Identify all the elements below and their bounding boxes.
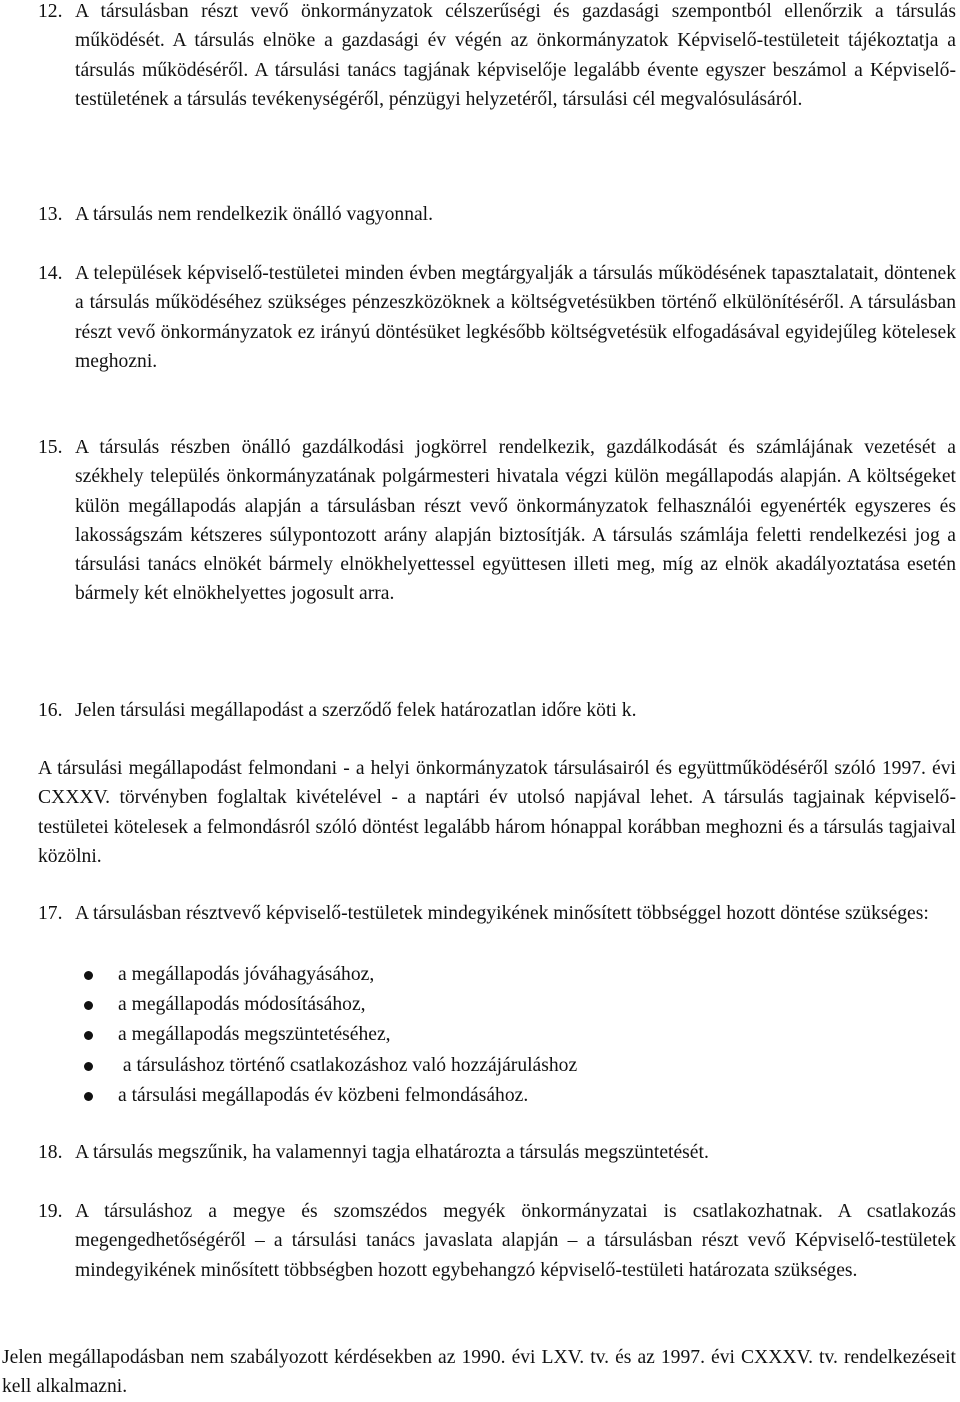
bullet-icon (84, 971, 93, 980)
clause-14 (38, 259, 956, 376)
clause-number: 12. (38, 1, 63, 22)
list-item-text: a megállapodás jóváhagyásához, (118, 964, 375, 985)
clause-number: 16. (38, 700, 63, 721)
list-item-text: a társulási megállapodás év közbeni felmondásához. (118, 1084, 529, 1106)
bullet-icon (84, 1031, 93, 1040)
clause-number: 17. (38, 903, 63, 924)
bullet-icon (84, 1092, 93, 1101)
clause-text: A társulásban résztvevő képviselő-testületek mindegyikének minősített többséggel hozott döntése szükséges: (75, 903, 929, 924)
clause-15 (38, 433, 956, 609)
clause-number: 15. (38, 437, 63, 458)
clause-text: A társulásban részt vevő önkormányzatok célszerűségi és gazdasági szempontból ellenőrzik a társulás működését. A társulás elnöke a gazdasági év végén az önkormányzatok Képviselő-testületeit tájékoztatja a társulás működéséről. A társulási tanács tagjának képviselője legalább évente egyszer beszámol a Képviselő-testületének a társulás tevékenységéről, pénzügyi helyzetéről, társulási cél megvalósulásáról. (75, 1, 956, 110)
bullet-icon (84, 1062, 93, 1071)
clause-text: A társulás részben önálló gazdálkodási jogkörrel rendelkezik, gazdálkodását és számlájának vezetését a székhely település önkormányzatának polgármesteri hivatala végzi külön megállapodás alapján. A költségeket külön megállapodás alapján a társulásban részt vevő önkormányzatok felhasználói egyenérték egyszeres és lakosságszám kétszeres súlypontozott arány alapján biztosítják. A társulás számlája feletti rendelkezési jog a társulási tanács elnökét bármely elnökhelyettessel együttesen illeti meg, míg az elnök akadályoztatása esetén bármely két elnökhelyettes jogosult arra. (75, 437, 956, 605)
clause-text: A társuláshoz a megye és szomszédos megyék önkormányzatai is csatlakozhatnak. A csatlakozás megengedhetőségéről – a társulási tanács javaslata alapján – a társulásban részt vevő Képviselő-testületek mindegyikének minősített többségben hozott egybehangzó képviselő-testületi határozata szükséges. (75, 1201, 956, 1281)
approval-list (75, 960, 935, 1111)
clause-text: A társulás megszűnik, ha valamennyi tagja elhatározta a társulás megszüntetését. (75, 1142, 709, 1163)
list-item (75, 1020, 935, 1050)
clause-text: Jelen társulási megállapodást a szerződő felek határozatlan időre köti k. (75, 700, 637, 721)
bullet-icon (84, 1001, 93, 1010)
list-item (75, 1081, 935, 1111)
list-item-text: a megállapodás módosításához, (118, 994, 366, 1016)
termination-paragraph: A társulási megállapodást felmondani - a helyi önkormányzatok társulásairól és együttműködéséről szóló 1997. évi CXXXV. törvényben foglaltak kivételével - a naptári év utolsó napjával lehet. A társulás tagjainak képviselő-testületei kötelesek a felmondásról szóló döntést legalább három hónappal korábban meghozni és a társulás tagjaival közölni. (38, 758, 956, 867)
clause-number: 18. (38, 1142, 63, 1163)
clause-16 (38, 696, 956, 725)
clause-12 (38, 0, 956, 114)
clause-18 (38, 1138, 956, 1167)
clause-17 (38, 899, 956, 928)
list-item-text: a megállapodás megszüntetéséhez, (118, 1024, 391, 1046)
clause-13 (38, 200, 956, 229)
clause-number: 13. (38, 204, 63, 225)
closing-paragraph: Jelen megállapodásban nem szabályozott kérdésekben az 1990. évi LXV. tv. és az 1997. évi CXXXV. tv. rendelkezéseit kell alkalmazni. (2, 1347, 956, 1398)
list-item (75, 960, 935, 990)
clause-number: 14. (38, 263, 63, 284)
list-item-text: a társuláshoz történő csatlakozáshoz való hozzájáruláshoz (118, 1054, 578, 1076)
list-item (75, 1051, 935, 1081)
clause-text: A társulás nem rendelkezik önálló vagyonnal. (75, 204, 434, 225)
clause-19 (38, 1197, 956, 1285)
clause-text: A települések képviselő-testületei minden évben megtárgyalják a társulás működésének tapasztalatait, döntenek a társulás működéséhez szükséges pénzeszközöknek a költségvetésükben történő elkülönítéséről. A társulásban részt vevő önkormányzatok ez irányú döntésüket legkésőbb költségvetésük elfogadásával egyidejűleg kötelesek meghozni. (75, 263, 956, 372)
list-item (75, 990, 935, 1020)
clause-number: 19. (38, 1201, 63, 1222)
